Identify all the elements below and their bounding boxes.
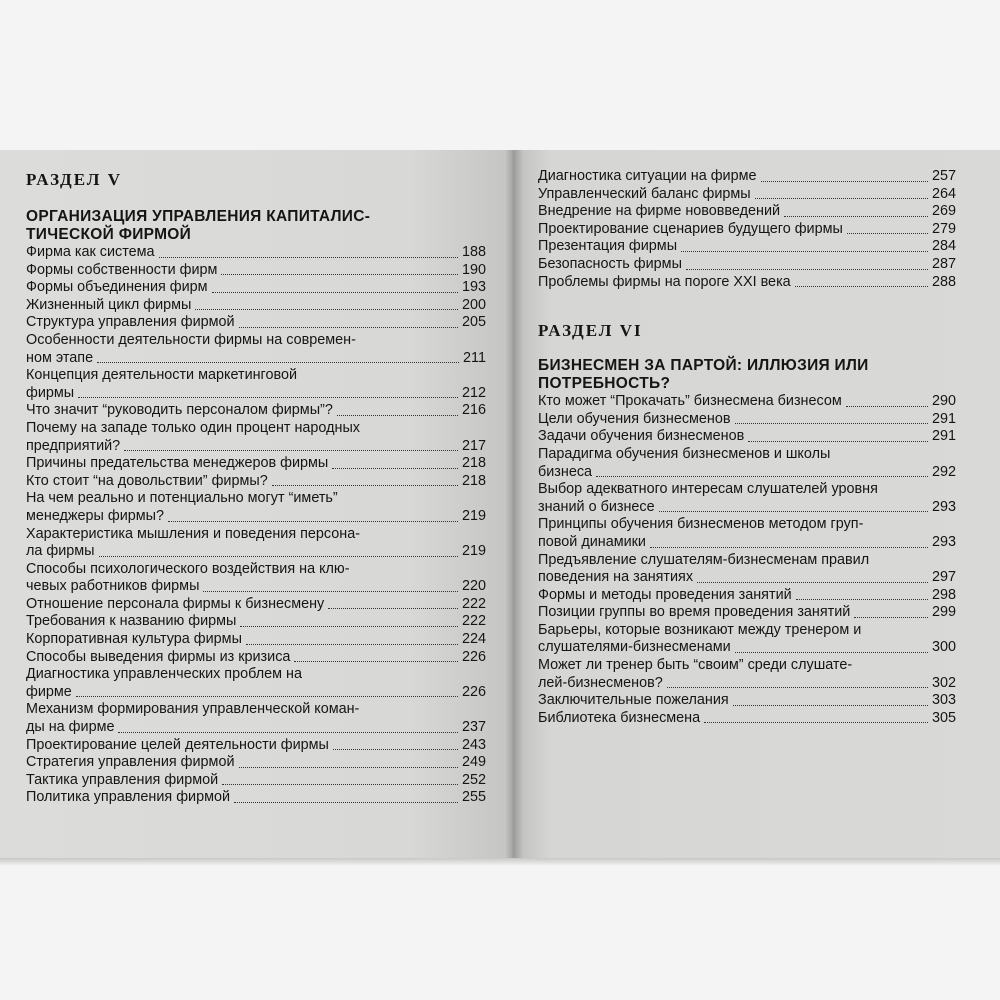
- toc-page-number: 257: [931, 168, 956, 184]
- toc-leader-dots: [735, 652, 928, 653]
- toc-page-number: 216: [461, 402, 486, 419]
- toc-page-number: 288: [931, 273, 956, 290]
- toc-leader-dots: [337, 415, 458, 416]
- toc-entry: [538, 203, 956, 221]
- right-toc-column: [534, 168, 956, 727]
- toc-entry-last-line: [26, 297, 486, 315]
- toc-page-number: 293: [931, 498, 956, 515]
- toc-entry: [538, 411, 956, 429]
- toc-entry: [26, 649, 486, 667]
- toc-entry-text: Что значит “руководить персоналом фирмы”?: [26, 402, 333, 419]
- toc-entry-last-line: [538, 221, 956, 239]
- toc-entry: [26, 613, 486, 631]
- toc-entry-text: Предъявление слушателям-бизнесменам правил: [538, 551, 870, 568]
- toc-leader-dots: [203, 591, 458, 592]
- toc-entry-text: фирме: [26, 683, 72, 700]
- toc-entry-text: Проектирование целей деятельности фирмы: [26, 736, 329, 753]
- toc-list: [8, 244, 486, 807]
- toc-entry: [26, 737, 486, 755]
- toc-entry-text: Диагностика ситуации на фирме: [538, 168, 757, 184]
- toc-leader-dots: [846, 406, 928, 407]
- page-edge-shadow: [0, 858, 1000, 866]
- toc-entry-text: Формы и методы проведения занятий: [538, 586, 792, 603]
- toc-entry-text: повой динамики: [538, 533, 646, 550]
- book-gutter: [505, 150, 523, 862]
- toc-entry-last-line: [538, 692, 956, 710]
- toc-entry: [26, 314, 486, 332]
- toc-leader-dots: [667, 687, 928, 688]
- toc-entry-text: ном этапе: [26, 349, 94, 366]
- toc-entry: [538, 710, 956, 728]
- toc-leader-dots: [124, 450, 458, 451]
- toc-page-number: 255: [461, 789, 486, 806]
- toc-entry: [26, 561, 486, 596]
- toc-entry-last-line: [538, 604, 956, 622]
- toc-entry: [26, 455, 486, 473]
- toc-entry: [538, 622, 956, 657]
- toc-entry-text: Презентация фирмы: [538, 238, 678, 255]
- toc-page-number: 237: [461, 719, 486, 736]
- toc-entry-text: Проблемы фирмы на пороге XXI века: [538, 273, 791, 290]
- toc-page-number: 217: [461, 437, 486, 454]
- toc-leader-dots: [221, 274, 458, 275]
- toc-entry-last-line: [26, 772, 486, 790]
- toc-entry-text: Политика управления фирмой: [26, 789, 231, 806]
- toc-entry-last-line: [26, 262, 486, 280]
- toc-leader-dots: [76, 696, 458, 697]
- toc-entry: [26, 332, 486, 367]
- toc-page-number: 218: [461, 455, 486, 472]
- toc-entry-text: Парадигма обучения бизнесменов и школы: [538, 445, 831, 462]
- toc-page-number: 264: [931, 185, 956, 202]
- toc-entry-last-line: [26, 314, 486, 332]
- toc-entry-text: Отношение персонала фирмы к бизнесмену: [26, 595, 325, 612]
- toc-entry-last-line: [538, 587, 956, 605]
- toc-entry-last-line: [538, 203, 956, 221]
- toc-leader-dots: [168, 521, 458, 522]
- toc-leader-dots: [735, 423, 928, 424]
- toc-entry-last-line: [538, 393, 956, 411]
- toc-entry-text: Стратегия управления фирмой: [26, 754, 235, 771]
- toc-entry: [538, 274, 956, 292]
- toc-entry-text: Формы собственности фирм: [26, 261, 218, 278]
- toc-entry-text: бизнеса: [538, 463, 593, 480]
- section-title: [26, 208, 486, 244]
- toc-entry-last-line: [26, 578, 486, 596]
- toc-page-number: 193: [461, 279, 486, 296]
- section-heading: РАЗДЕЛ VI: [538, 321, 643, 341]
- toc-entry-text: Почему на западе только один процент народных: [26, 419, 361, 436]
- toc-entry-text: ла фирмы: [26, 543, 95, 560]
- toc-entry: [538, 446, 956, 481]
- toc-leader-dots: [222, 784, 458, 785]
- toc-entry-last-line: [538, 639, 956, 657]
- toc-entry-last-line: [538, 710, 956, 728]
- toc-entry: [538, 428, 956, 446]
- toc-leader-dots: [159, 257, 458, 258]
- toc-entry-last-line: [538, 168, 956, 186]
- toc-leader-dots: [596, 476, 928, 477]
- toc-entry: [26, 420, 486, 455]
- toc-entry: [538, 238, 956, 256]
- toc-leader-dots: [272, 485, 458, 486]
- toc-page-number: 249: [461, 754, 486, 771]
- toc-entry: [538, 393, 956, 411]
- toc-page-number: 279: [931, 220, 956, 237]
- toc-entry: [26, 631, 486, 649]
- toc-leader-dots: [650, 547, 928, 548]
- toc-entry-last-line: [26, 438, 486, 456]
- toc-leader-dots: [755, 198, 928, 199]
- toc-entry-last-line: [26, 508, 486, 526]
- toc-entry-text: Причины предательства менеджеров фирмы: [26, 455, 329, 472]
- toc-leader-dots: [333, 749, 458, 750]
- toc-entry-last-line: [538, 464, 956, 482]
- toc-entry-last-line: [26, 596, 486, 614]
- toc-entry-last-line: [26, 719, 486, 737]
- toc-entry-text: Способы выведения фирмы из кризиса: [26, 648, 291, 665]
- toc-entry-text: Фирма как система: [26, 244, 155, 260]
- section-title-line: ПОТРЕБНОСТЬ?: [538, 375, 671, 393]
- toc-entry-last-line: [26, 543, 486, 561]
- toc-page-number: 293: [931, 533, 956, 550]
- toc-leader-dots: [294, 661, 458, 662]
- toc-entry-last-line: [538, 186, 956, 204]
- toc-leader-dots: [234, 802, 458, 803]
- toc-entry-text: Позиции группы во время проведения занятий: [538, 604, 851, 621]
- toc-entry-text: Способы психологического воздействия на клю-: [26, 560, 350, 577]
- toc-leader-dots: [99, 556, 458, 557]
- toc-entry-text: Кто может “Прокачать” бизнесмена бизнесом: [538, 393, 842, 410]
- toc-entry-last-line: [26, 279, 486, 297]
- toc-leader-dots: [748, 441, 928, 442]
- toc-leader-dots: [246, 644, 458, 645]
- toc-entry-text: На чем реально и потенциально могут “иметь”: [26, 490, 338, 507]
- toc-entry: [26, 402, 486, 420]
- toc-page-number: 219: [461, 507, 486, 524]
- toc-page-number: 219: [461, 543, 486, 560]
- toc-page-number: 205: [461, 314, 486, 331]
- toc-page-number: 224: [461, 631, 486, 648]
- toc-entry-text: Механизм формирования управленческой коман-: [26, 701, 360, 718]
- toc-entry-text: Может ли тренер быть “своим” среди слушате-: [538, 657, 853, 674]
- toc-page-number: 305: [931, 709, 956, 726]
- toc-page-number: 292: [931, 463, 956, 480]
- toc-entry-text: поведения на занятиях: [538, 569, 694, 586]
- toc-leader-dots: [784, 216, 928, 217]
- toc-entry: [26, 596, 486, 614]
- toc-page-number: 226: [461, 683, 486, 700]
- toc-entry-text: Библиотека бизнесмена: [538, 709, 701, 726]
- toc-entry: [26, 297, 486, 315]
- toc-entry-text: ды на фирме: [26, 719, 115, 736]
- toc-entry: [538, 692, 956, 710]
- toc-leader-dots: [795, 286, 928, 287]
- toc-entry-last-line: [538, 274, 956, 292]
- toc-list: [534, 168, 956, 291]
- toc-leader-dots: [761, 181, 928, 182]
- toc-leader-dots: [212, 292, 458, 293]
- toc-leader-dots: [332, 468, 458, 469]
- toc-leader-dots: [847, 233, 928, 234]
- toc-page-number: 287: [931, 255, 956, 272]
- toc-page-number: 222: [461, 613, 486, 630]
- toc-entry: [538, 186, 956, 204]
- toc-page-number: 190: [461, 261, 486, 278]
- toc-entry-text: Диагностика управленческих проблем на: [26, 666, 302, 683]
- toc-entry-text: Безопасность фирмы: [538, 255, 682, 272]
- toc-leader-dots: [97, 362, 459, 363]
- toc-entry-text: Цели обучения бизнесменов: [538, 410, 731, 427]
- toc-entry-last-line: [26, 737, 486, 755]
- toc-page-number: 290: [931, 393, 956, 410]
- toc-page-number: 291: [931, 428, 956, 445]
- toc-entry-last-line: [26, 402, 486, 420]
- toc-entry-last-line: [538, 499, 956, 517]
- toc-entry: [26, 789, 486, 807]
- toc-leader-dots: [240, 626, 458, 627]
- toc-page-number: 297: [931, 569, 956, 586]
- toc-leader-dots: [239, 327, 458, 328]
- toc-page-number: 212: [461, 384, 486, 401]
- toc-leader-dots: [118, 732, 458, 733]
- toc-entry: [26, 244, 486, 262]
- toc-entry-last-line: [538, 238, 956, 256]
- toc-entry-last-line: [538, 256, 956, 274]
- toc-entry-text: Кто стоит “на довольствии” фирмы?: [26, 472, 268, 489]
- toc-page-number: 218: [461, 472, 486, 489]
- toc-page-number: 299: [931, 604, 956, 621]
- toc-entry-last-line: [26, 455, 486, 473]
- toc-page-number: 243: [461, 736, 486, 753]
- toc-leader-dots: [78, 397, 458, 398]
- toc-entry-text: Концепция деятельности маркетинговой: [26, 367, 298, 384]
- toc-entry-last-line: [26, 350, 486, 368]
- toc-entry-last-line: [26, 244, 486, 262]
- toc-leader-dots: [733, 705, 928, 706]
- toc-entry-text: фирмы: [26, 384, 75, 401]
- toc-entry: [538, 516, 956, 551]
- section-title-line: ТИЧЕСКОЙ ФИРМОЙ: [26, 226, 192, 243]
- toc-entry-text: слушателями-бизнесменами: [538, 639, 731, 656]
- toc-entry: [538, 552, 956, 587]
- section-heading: РАЗДЕЛ V: [26, 170, 123, 189]
- toc-entry-text: Формы объединения фирм: [26, 279, 208, 296]
- toc-entry-last-line: [26, 613, 486, 631]
- toc-entry: [538, 657, 956, 692]
- toc-entry: [26, 526, 486, 561]
- toc-page-number: 220: [461, 578, 486, 595]
- toc-entry-text: Барьеры, которые возникают между тренером и: [538, 621, 862, 638]
- toc-entry-text: менеджеры фирмы?: [26, 507, 165, 524]
- toc-entry: [26, 490, 486, 525]
- section-title: [538, 357, 956, 393]
- toc-list: [534, 393, 956, 727]
- toc-page-number: 226: [461, 648, 486, 665]
- toc-entry-text: Принципы обучения бизнесменов методом груп-: [538, 516, 864, 533]
- toc-leader-dots: [854, 617, 928, 618]
- toc-page-number: 200: [461, 296, 486, 313]
- toc-entry-last-line: [26, 684, 486, 702]
- toc-entry-text: Задачи обучения бизнесменов: [538, 428, 745, 445]
- toc-entry-text: Тактика управления фирмой: [26, 771, 219, 788]
- toc-entry-text: Внедрение на фирме нововведений: [538, 203, 781, 220]
- toc-entry-text: Выбор адекватного интересам слушателей уровня: [538, 481, 878, 498]
- section-title-line: ОРГАНИЗАЦИЯ УПРАВЛЕНИЯ КАПИТАЛИС-: [26, 208, 371, 225]
- toc-entry-text: чевых работников фирмы: [26, 578, 200, 595]
- toc-page-number: 188: [461, 244, 486, 260]
- toc-entry-last-line: [26, 649, 486, 667]
- toc-entry: [538, 256, 956, 274]
- toc-entry: [26, 666, 486, 701]
- toc-page-number: 269: [931, 203, 956, 220]
- toc-leader-dots: [704, 722, 928, 723]
- toc-entry-last-line: [538, 428, 956, 446]
- toc-entry: [538, 221, 956, 239]
- toc-entry: [538, 481, 956, 516]
- toc-page-number: 298: [931, 586, 956, 603]
- toc-entry-text: Характеристика мышления и поведения персона-: [26, 525, 361, 542]
- toc-page-number: 222: [461, 595, 486, 612]
- toc-entry-last-line: [538, 675, 956, 693]
- toc-leader-dots: [681, 251, 928, 252]
- toc-entry-last-line: [538, 534, 956, 552]
- toc-leader-dots: [328, 608, 458, 609]
- toc-entry-text: Заключительные пожелания: [538, 692, 729, 709]
- toc-entry: [26, 772, 486, 790]
- section-title-line: БИЗНЕСМЕН ЗА ПАРТОЙ: ИЛЛЮЗИЯ ИЛИ: [538, 357, 869, 375]
- toc-entry: [26, 262, 486, 280]
- toc-page-number: 300: [931, 639, 956, 656]
- toc-leader-dots: [686, 269, 928, 270]
- toc-entry-text: предприятий?: [26, 437, 121, 454]
- toc-entry-last-line: [538, 411, 956, 429]
- toc-entry: [538, 587, 956, 605]
- toc-entry: [538, 604, 956, 622]
- toc-entry-text: Управленческий баланс фирмы: [538, 185, 751, 202]
- toc-entry-text: знаний о бизнесе: [538, 498, 655, 515]
- toc-entry-text: Корпоративная культура фирмы: [26, 631, 242, 648]
- toc-leader-dots: [796, 599, 928, 600]
- toc-page-number: 291: [931, 410, 956, 427]
- toc-entry-text: Жизненный цикл фирмы: [26, 296, 192, 313]
- toc-page-number: 211: [463, 349, 486, 366]
- toc-entry-last-line: [26, 473, 486, 491]
- toc-page-number: 303: [931, 692, 956, 709]
- toc-entry-text: Требования к названию фирмы: [26, 613, 237, 630]
- toc-entry-last-line: [26, 754, 486, 772]
- toc-page-number: 284: [931, 238, 956, 255]
- toc-leader-dots: [659, 511, 928, 512]
- toc-entry: [26, 701, 486, 736]
- toc-entry-last-line: [26, 789, 486, 807]
- toc-page-number: 252: [461, 771, 486, 788]
- left-toc-column: [8, 170, 486, 807]
- toc-leader-dots: [239, 767, 458, 768]
- toc-entry: [26, 367, 486, 402]
- toc-entry: [26, 754, 486, 772]
- toc-entry: [538, 168, 956, 186]
- toc-entry-text: Проектирование сценариев будущего фирмы: [538, 220, 843, 237]
- toc-entry-last-line: [26, 631, 486, 649]
- toc-entry: [26, 473, 486, 491]
- toc-entry: [26, 279, 486, 297]
- toc-entry-text: Особенности деятельности фирмы на современ-: [26, 331, 356, 348]
- toc-leader-dots: [697, 582, 928, 583]
- toc-page-number: 302: [931, 674, 956, 691]
- toc-entry-last-line: [538, 569, 956, 587]
- toc-entry-text: лей-бизнесменов?: [538, 674, 663, 691]
- toc-entry-last-line: [26, 385, 486, 403]
- toc-leader-dots: [195, 309, 458, 310]
- toc-entry-text: Структура управления фирмой: [26, 314, 235, 331]
